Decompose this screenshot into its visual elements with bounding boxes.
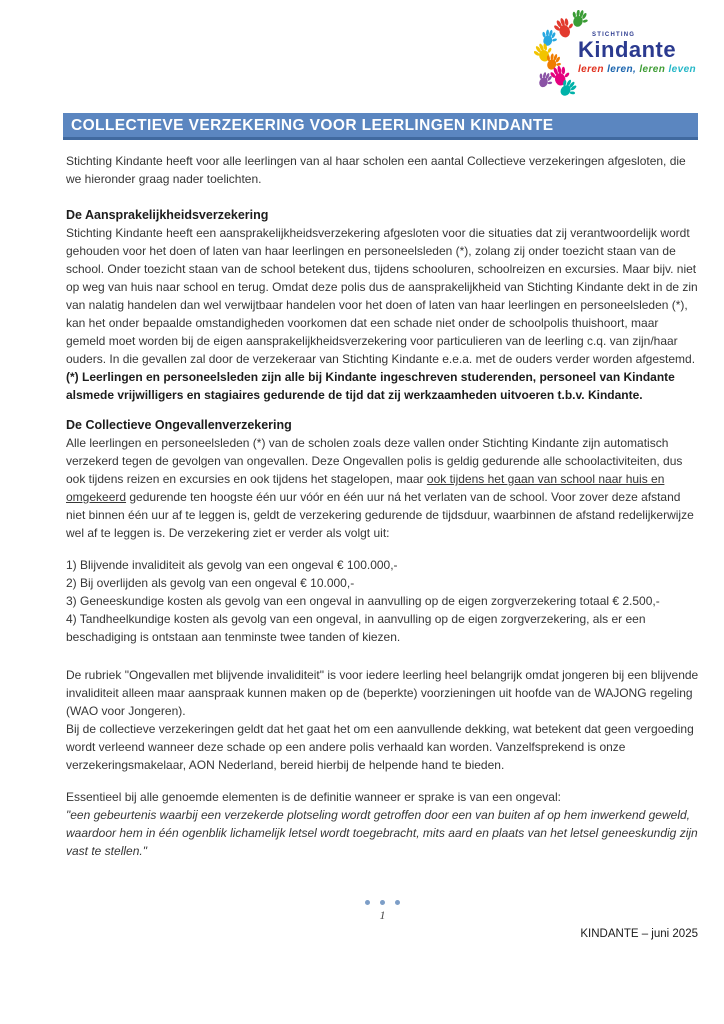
kindante-logo xyxy=(534,14,706,100)
definition-quote: "een gebeurtenis waarbij een verzekerde plotseling wordt getroffen door een van buiten af op hem inwerkend geweld, waardoor hem in één ogenblik lichamelijk letsel wordt toegebracht, mits aard en plaats van het letsel geneeskundig zijn vast te stellen." xyxy=(66,808,698,858)
document-title-bar xyxy=(63,113,698,140)
tagline-word: leren, xyxy=(607,64,637,75)
list-item: 2) Bij overlijden als gevolg van een ongeval € 10.000,- xyxy=(66,576,355,590)
document-body xyxy=(66,152,699,860)
coverage-list xyxy=(66,556,699,646)
logo-stichting: STICHTING xyxy=(592,32,636,38)
logo-name-rest: indante xyxy=(594,37,677,62)
logo-name xyxy=(578,38,706,62)
paragraph-aanvullende-dekking: Bij de collectieve verzekeringen geldt dat het gaat het om een aanvullende dekking, wat betekent dat geen vergoeding wordt verleend wanneer deze schade op een andere polis verhaald kan worden. Vanzelfsprekend is onze verzekeringsmakelaar, AON Nederland, bereid hierbij de helpende hand te bieden. xyxy=(66,722,694,772)
note-definitie-leerlingen: (*) Leerlingen en personeelsleden zijn alle bij Kindante ingeschreven studerenden, personeel van Kindante alsmede vrijwilligers en stagiaires gedurende de tijd dat zij werkzaamheden uitvoeren t.b.v. Kindante. xyxy=(66,370,675,402)
logo-name-initial: K xyxy=(578,37,595,62)
intro-paragraph: Stichting Kindante heeft voor alle leerlingen van al haar scholen een aantal Collectieve verzekeringen afgesloten, die we hieronder graag nader toelichten. xyxy=(66,154,686,186)
tagline-word: leren xyxy=(578,64,604,75)
page-footer xyxy=(66,898,699,923)
footer-date: KINDANTE – juni 2025 xyxy=(580,928,698,940)
list-item: 1) Blijvende invaliditeit als gevolg van een ongeval € 100.000,- xyxy=(66,558,398,572)
ongevallen-text-before: Alle leerlingen en personeelsleden (*) van de scholen zoals deze vallen onder Stichting Kindante zijn automatisch verzekerd tegen de gevolgen van ongevallen. Deze Ongevallen polis is geldig gedurende alle schoolactiviteiten, dus ook tijdens reizen en excursies en ook tijdens het stagelopen, maar xyxy=(66,436,683,486)
list-item: 4) Tandheelkundige kosten als gevolg van een ongeval, in aanvulling op de eigen zorgverzekering, als er een beschadiging is ontstaan aan tenminste twee tanden of kiezen. xyxy=(66,612,646,644)
paragraph-rubriek-invaliditeit: De rubriek "Ongevallen met blijvende invaliditeit" is voor iedere leerling heel belangrijk omdat jongeren bij een blijvende invaliditeit alleen maar aanspraak kunnen maken op de (beperkte) voorzieningen uit hoofde van de WAJONG regeling (WAO voor Jongeren). xyxy=(66,668,699,718)
paragraph-ongevallenverzekering xyxy=(66,434,699,542)
ongevallen-text-after: gedurende ten hoogste één uur vóór en één uur ná het verlaten van de school. Voor zover deze afstand niet binnen één uur af te leggen is, geldt de verzekering gedurende de tijdsduur, waarbinnen de afstand redelijkerwijze wel af te leggen is. De verzekering ziet er verder als volgt uit: xyxy=(66,490,694,540)
page-number: 1 xyxy=(379,908,386,922)
document-title: COLLECTIEVE VERZEKERING VOOR LEERLINGEN KINDANTE xyxy=(71,117,554,134)
pagination-dots-icon xyxy=(66,898,699,905)
logo-tagline xyxy=(578,64,706,75)
logo-text xyxy=(578,32,706,75)
section-heading-aansprakelijkheidsverzekering: De Aansprakelijkheidsverzekering xyxy=(66,208,269,222)
paragraph-essentieel: Essentieel bij alle genoemde elementen is de definitie wanneer er sprake is van een ongeval: xyxy=(66,790,561,804)
paragraph-aansprakelijkheidsverzekering: Stichting Kindante heeft een aansprakelijkheidsverzekering afgesloten voor die situaties dat zij verantwoordelijk wordt gehouden voor het doen of laten van haar leerlingen en personeelsleden (*), zolang zij onder toezicht staan van de school. Onder toezicht staan van de school betekent dus, tijdens schooluren, schoolreizen en excursies. Maar bijv. niet op weg van huis naar school en terug. Omdat deze polis dus de aansprakelijkheid van Stichting Kindante dekt in de zin van nalatig handelen dan wel verwijtbaar handelen voor het doen of laten van haar leerlingen en personeelsleden (*), kan het onder bepaalde omstandigheden voorkomen dat een schade niet onder de schoolpolis thuishoort, maar gemeld moet worden bij de eigen aansprakelijkheidsverzekering voor particulieren van de leerling c.q. van zijn/haar ouders. In die gevallen zal door de verzekeraar van Stichting Kindante e.e.a. met de ouders verder worden afgestemd. xyxy=(66,226,698,366)
tagline-word: leren xyxy=(639,64,666,75)
list-item: 3) Geneeskundige kosten als gevolg van een ongeval in aanvulling op de eigen zorgverzekering totaal € 2.500,- xyxy=(66,594,660,608)
ongevallen-text-underlined: ook tijdens het gaan van school naar huis en omgekeerd xyxy=(66,472,665,504)
tagline-word: leven xyxy=(668,64,697,75)
section-heading-ongevallenverzekering: De Collectieve Ongevallenverzekering xyxy=(66,418,292,432)
